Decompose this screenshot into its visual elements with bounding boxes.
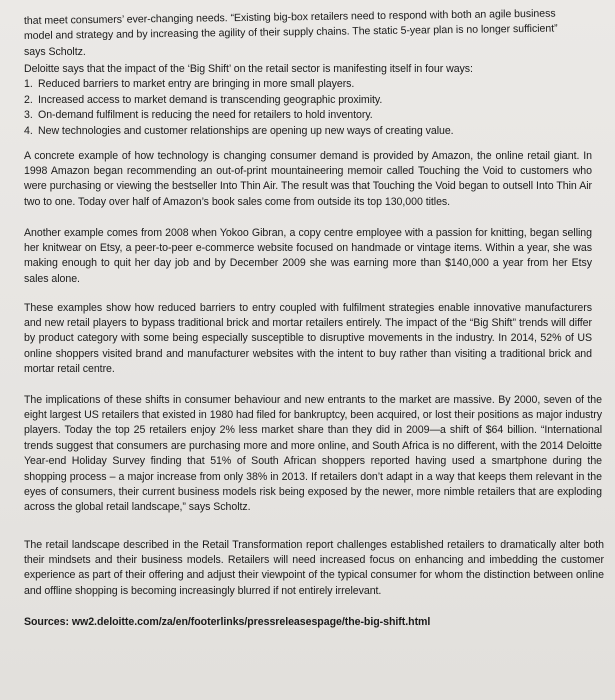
- big-shift-lead: Deloitte says that the impact of the ‘Big Shift’ on the retail sector is manifesting itself in four ways:: [24, 63, 473, 75]
- intro-line-1: that meet consumers’ ever-changing needs. “Existing big-box retailers need to respond with both an agile business: [23, 7, 556, 27]
- list-item: 4. New technologies and customer relationships are opening up new ways of creating value.: [24, 124, 454, 137]
- big-shift-list: [24, 77, 584, 139]
- etsy-paragraph: Another example comes from 2008 when Yokoo Gibran, a copy centre employee with a passion for knitting, began selling her knitwear on Etsy, a peer-to-peer e-commerce website focused on handmade or vintage items. Within a year, she was making enough to quit her day job and by December 2009 she was earning more than $140,000 a year from her Etsy sales alone.: [24, 226, 592, 285]
- big-shift-section: [24, 62, 584, 139]
- implications-paragraph: The implications of these shifts in consumer behaviour and new entrants to the market are massive. By 2000, seven of the eight largest US retailers that existed in 1980 had filed for bankruptcy, been acquired, or lost their positions as major industry players. Today the top 25 retailers enjoy 2% less market share than they did in 2009—a shift of $64 billion. “International trends suggest that consumers are purchasing more and more online, and South Africa is no different, with the 2014 Deloitte Year-end Holiday Survey finding that 51% of South African shoppers reported having used a smartphone during the shopping process – a major increase from only 38% in 2013. If retailers don’t adapt in a way that keeps them relevant in the eyes of consumers, their current business models risk being exposed by the newer, more nimble retailers that are exploding across the global retail landscape,” says Scholtz.: [24, 393, 602, 514]
- list-item: 2. Increased access to market demand is transcending geographic proximity.: [24, 93, 383, 106]
- landscape-paragraph: The retail landscape described in the Retail Transformation report challenges established retailers to dramatically alter both their mindsets and their business models. Retailers will need increased focus on enhancing and imbedding the customer experience as part of their offering and adjust their viewpoint of the typical consumer for whom the distinction between online and offline shopping is becoming increasingly blurred if not entirely irrelevant.: [24, 538, 604, 597]
- intro-line-2: model and strategy and by increasing the agility of their supply chains. The static 5-year plan is no longer sufficient”: [23, 22, 558, 43]
- intro-line-3: says Scholtz.: [24, 45, 86, 58]
- sources-line: Sources: ww2.deloitte.com/za/en/footerlinks/pressreleasespage/the-big-shift.html: [24, 615, 431, 628]
- list-item: 3. On-demand fulfilment is reducing the need for retailers to hold inventory.: [24, 109, 373, 122]
- intro-paragraph: [23, 7, 599, 60]
- barriers-paragraph: These examples show how reduced barriers to entry coupled with fulfilment strategies enable innovative manufacturers and new retail players to bypass traditional brick and mortar retailers entirely. The impact of the “Big Shift” trends will differ by product category with some being especially susceptible to disruptive movements in the industry. In 2014, 52% of US online shoppers visited brand and manufacturer websites with the intent to buy rather than visiting a traditional brick and mortar retail centre.: [24, 301, 592, 376]
- list-item: 1. Reduced barriers to market entry are bringing in more small players.: [24, 78, 355, 91]
- amazon-paragraph: A concrete example of how technology is changing consumer demand is provided by Amazon, the online retail giant. In 1998 Amazon began recommending an out-of-print mountaineering memoir called Touching the Void to customers who were purchasing or viewing the bestseller Into Thin Air. The result was that Touching the Void began to outsell Into Thin Air two to one. Today over half of Amazon’s book sales come from outside its top 130,000 titles.: [24, 149, 592, 208]
